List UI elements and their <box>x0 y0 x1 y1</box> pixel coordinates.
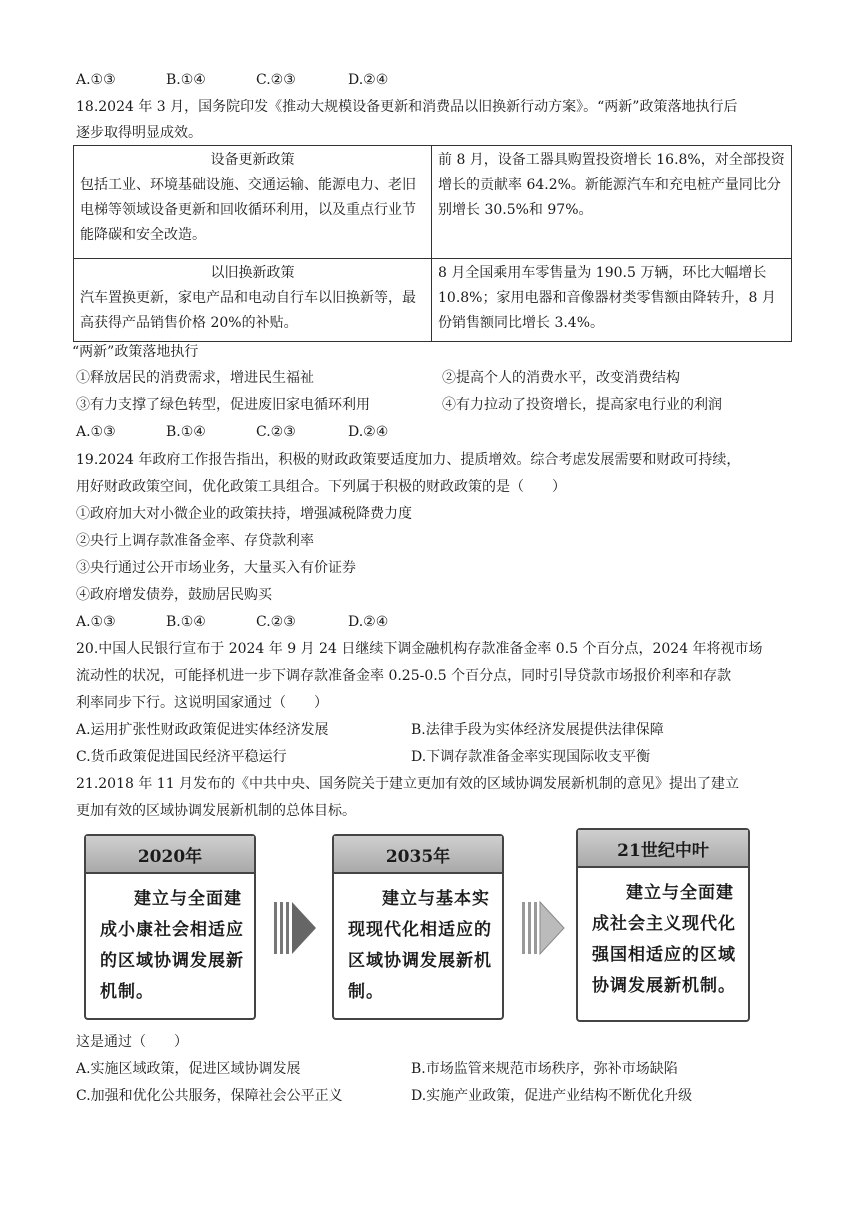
q18-item-3: ③有力支撑了绿色转型，促进废旧家电循环利用 <box>76 397 370 413</box>
q17-option-b[interactable]: B.①④ <box>166 72 206 88</box>
q19-stem-line2: 用好财政政策空间，优化政策工具组合。下列属于积极的财政政策的是（ ） <box>76 479 566 495</box>
table-cell-tradein-policy <box>74 259 432 342</box>
q21-lead: 这是通过（ ） <box>76 1034 188 1050</box>
q18-option-b[interactable]: B.①④ <box>166 424 206 440</box>
flow-box-2020 <box>84 834 256 1020</box>
flow-box-mid-century-title: 21世纪中叶 <box>578 830 748 868</box>
q21-option-c[interactable]: C.加强和优化公共服务，保障社会公平正义 <box>76 1088 343 1104</box>
q20-options-row1 <box>76 720 664 740</box>
q18-option-d[interactable]: D.②④ <box>348 424 389 440</box>
q18-stem-line1: 18.2024 年 3 月，国务院印发《推动大规模设备更新和消费品以旧换新行动方案》。“两新”政策落地执行后 <box>76 99 738 115</box>
q21-option-b[interactable]: B.市场监管来规范市场秩序，弥补市场缺陷 <box>411 1061 678 1077</box>
q19-item-3: ③央行通过公开市场业务，大量买入有价证券 <box>76 560 356 576</box>
q20-options-row2 <box>76 747 650 767</box>
q19-item-4: ④政府增发债券，鼓励居民购买 <box>76 587 272 603</box>
q21-options-row1 <box>76 1059 678 1079</box>
q20-stem-line1: 20.中国人民银行宣布于 2024 年 9 月 24 日继续下调金融机构存款准备金率 0.5 个百分点，2024 年将视市场 <box>76 641 763 657</box>
q20-option-d[interactable]: D.下调存款准备金率实现国际收支平衡 <box>411 749 651 765</box>
q20-stem-line2: 流动性的状况，可能择机进一步下调存款准备金率 0.25-0.5 个百分点，同时引导贷款市场报价利率和存款 <box>76 668 732 684</box>
q19-option-a[interactable]: A.①③ <box>76 614 116 630</box>
q18-item-4: ④有力拉动了投资增长，提高家电行业的利润 <box>442 397 722 413</box>
q19-options <box>76 612 388 632</box>
q19-option-b[interactable]: B.①④ <box>166 614 206 630</box>
q17-options <box>76 70 388 90</box>
table-cell-tradein-result <box>432 259 792 342</box>
q21-option-d[interactable]: D.实施产业政策，促进产业结构不断优化升级 <box>411 1088 693 1104</box>
q19-option-c[interactable]: C.②③ <box>256 614 296 630</box>
q18-items-row2 <box>76 395 722 415</box>
q18-lead: “两新”政策落地执行 <box>72 344 199 360</box>
q18-option-a[interactable]: A.①③ <box>76 424 116 440</box>
flow-box-mid-century-text: 建立与全面建成社会主义现代化强国相适应的区域协调发展新机制。 <box>592 883 736 996</box>
q18-stem-line2: 逐步取得明显成效。 <box>76 125 202 141</box>
table-text-tradein: 汽车置换更新，家电产品和电动自行车以旧换新等，最高获得产品销售价格 20%的补贴。 <box>80 290 416 331</box>
q18-option-c[interactable]: C.②③ <box>256 424 296 440</box>
table-cell-equipment-result <box>432 146 792 259</box>
arrow-right-icon <box>274 898 318 958</box>
q18-options <box>76 422 388 442</box>
q20-option-c[interactable]: C.货币政策促进国民经济平稳运行 <box>76 749 287 765</box>
q20-option-b[interactable]: B.法律手段为实体经济发展提供法律保障 <box>411 722 664 738</box>
flow-box-2035 <box>332 834 504 1020</box>
flow-box-2020-title: 2020年 <box>86 836 254 874</box>
table-header-equipment: 设备更新政策 <box>210 152 295 168</box>
q18-items-row1 <box>76 368 680 388</box>
table-text-equipment: 包括工业、环境基础设施、交通运输、能源电力、老旧电梯等领域设备更新和回收循环利用，以及重点行业节能降碳和安全改造。 <box>80 177 416 243</box>
table-text-equipment-result: 前 8 月，设备工器具购置投资增长 16.8%，对全部投资增长的贡献率 64.2%。新能源汽车和充电桩产量同比分别增长 30.5%和 97%。 <box>438 152 785 218</box>
q21-options-row2 <box>76 1086 692 1106</box>
flow-box-2035-title: 2035年 <box>334 836 502 874</box>
q17-option-d[interactable]: D.②④ <box>348 72 389 88</box>
q19-stem-line1: 19.2024 年政府工作报告指出，积极的财政政策要适度加力、提质增效。综合考虑发展需要和财政可持续， <box>76 452 741 468</box>
q19-item-2: ②央行上调存款准备金率、存贷款利率 <box>76 533 314 549</box>
q21-stem-line1: 21.2018 年 11 月发布的《中共中央、国务院关于建立更加有效的区域协调发展新机制的意见》提出了建立 <box>76 776 740 792</box>
q19-option-d[interactable]: D.②④ <box>348 614 389 630</box>
q17-option-a[interactable]: A.①③ <box>76 72 116 88</box>
flow-box-2035-text: 建立与基本实现现代化相适应的区域协调发展新机制。 <box>348 889 492 1002</box>
q18-item-2: ②提高个人的消费水平，改变消费结构 <box>442 370 680 386</box>
table-header-tradein: 以旧换新政策 <box>210 265 295 281</box>
q21-flow-diagram <box>84 828 754 1021</box>
table-cell-equipment-policy <box>74 146 432 259</box>
q20-option-a[interactable]: A.运用扩张性财政政策促进实体经济发展 <box>76 722 329 738</box>
q18-policy-table <box>73 145 792 342</box>
q18-item-1: ①释放居民的消费需求，增进民生福祉 <box>76 370 314 386</box>
table-text-tradein-result: 8 月全国乘用车零售量为 190.5 万辆，环比大幅增长 10.8%；家用电器和音像器材类零售额由降转升，8 月份销售额同比增长 3.4%。 <box>438 265 776 331</box>
q19-item-1: ①政府加大对小微企业的政策扶持，增强减税降费力度 <box>76 506 412 522</box>
q21-option-a[interactable]: A.实施区域政策，促进区域协调发展 <box>76 1061 301 1077</box>
q21-stem-line2: 更加有效的区域协调发展新机制的总体目标。 <box>76 803 356 819</box>
flow-box-2020-text: 建立与全面建成小康社会相适应的区域协调发展新机制。 <box>100 889 244 1002</box>
flow-box-mid-century <box>576 828 750 1022</box>
q20-stem-line3: 利率同步下行。这说明国家通过（ ） <box>76 695 328 711</box>
arrow-right-icon <box>522 898 566 958</box>
q17-option-c[interactable]: C.②③ <box>256 72 296 88</box>
